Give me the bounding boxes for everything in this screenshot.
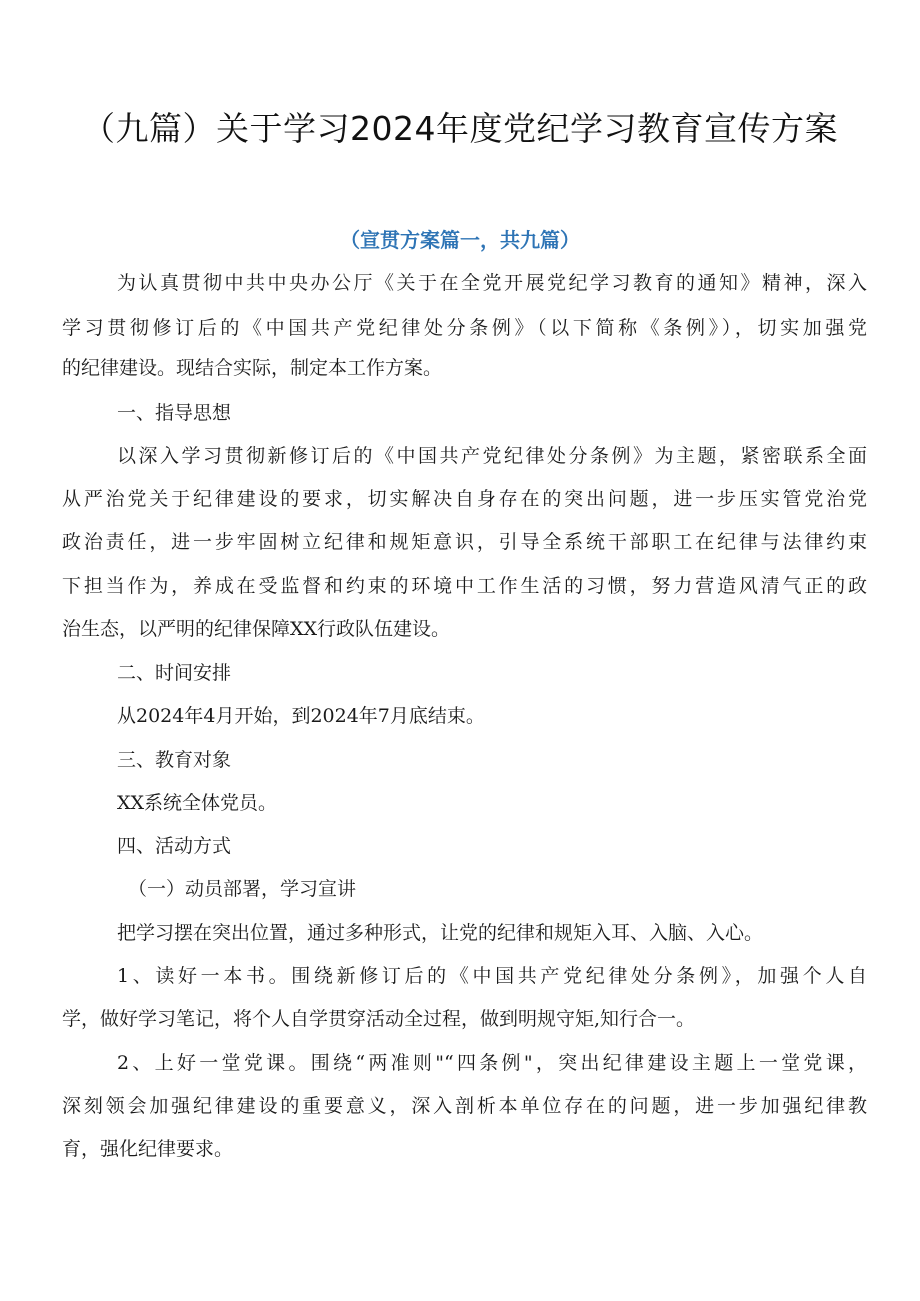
document-title: （九篇）关于学习2024年度党纪学习教育宣传方案 [82, 109, 838, 148]
paragraph-line: 的纪律建设。现结合实际，制定本工作方案。 [62, 357, 443, 379]
paragraph-line: 2、上好一堂党课。围绕“两准则"“四条例"，突出纪律建设主题上一堂党课， [117, 1052, 867, 1074]
section-heading: 二、时间安排 [117, 662, 232, 684]
paragraph-line: 治生态，以严明的纪律保障XX行政队伍建设。 [62, 618, 451, 640]
section-heading: 三、教育对象 [117, 749, 232, 771]
document-subtitle: （宣贯方案篇一，共九篇） [340, 228, 580, 252]
paragraph-line: 学，做好学习笔记，将个人自学贯穿活动全过程，做到明规守矩,知行合一。 [62, 1008, 696, 1030]
paragraph-line: 学习贯彻修订后的《中国共产党纪律处分条例》（以下简称《条例》），切实加强党 [62, 317, 867, 339]
paragraph-line: 从2024年4月开始，到2024年7月底结束。 [117, 705, 485, 727]
paragraph-line: 育，强化纪律要求。 [62, 1138, 234, 1160]
paragraph-line: 以深入学习贯彻新修订后的《中国共产党纪律处分条例》为主题，紧密联系全面 [117, 445, 867, 467]
section-heading: 一、指导思想 [117, 402, 232, 424]
subsection-heading: （一）动员部署，学习宣讲 [128, 878, 357, 900]
paragraph-line: 把学习摆在突出位置，通过多种形式，让党的纪律和规矩入耳、入脑、入心。 [117, 922, 764, 944]
section-heading: 四、活动方式 [117, 835, 232, 857]
paragraph-line: XX系统全体党员。 [117, 792, 278, 814]
paragraph-line: 1、读好一本书。围绕新修订后的《中国共产党纪律处分条例》，加强个人自 [117, 965, 867, 987]
paragraph-line: 政治责任，进一步牢固树立纪律和规矩意识，引导全系统干部职工在纪律与法律约束 [62, 531, 867, 553]
paragraph-line: 深刻领会加强纪律建设的重要意义，深入剖析本单位存在的问题，进一步加强纪律教 [62, 1095, 867, 1117]
paragraph-line: 下担当作为，养成在受监督和约束的环境中工作生活的习惯，努力营造风清气正的政 [62, 575, 867, 597]
paragraph-line: 为认真贯彻中共中央办公厅《关于在全党开展党纪学习教育的通知》精神，深入 [117, 272, 867, 294]
paragraph-line: 从严治党关于纪律建设的要求，切实解决自身存在的突出问题，进一步压实管党治党 [62, 488, 867, 510]
